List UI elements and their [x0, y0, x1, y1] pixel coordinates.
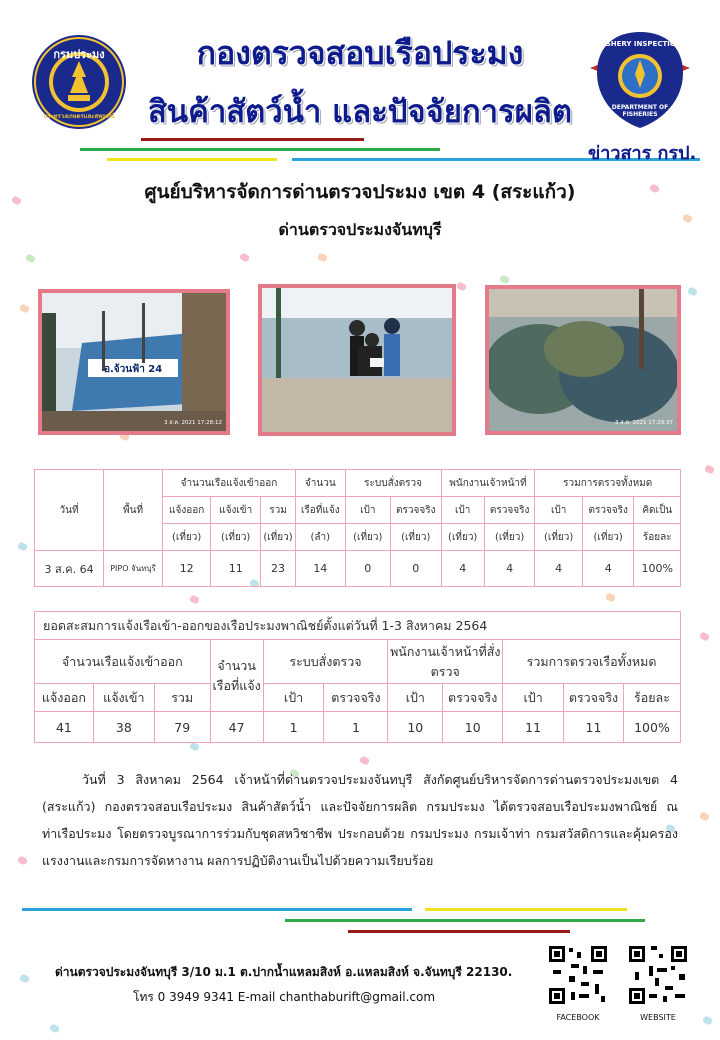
footer-yellow-line	[425, 908, 627, 911]
unit-cell: ร้อยละ	[634, 524, 681, 551]
total-group-header: รวมการตรวจเรือทั้งหมด	[503, 640, 681, 684]
website-qr-label: WEBSITE	[640, 1013, 676, 1022]
value-cell: 0	[390, 551, 441, 587]
badge-top-text: FISHERY INSPECTION	[598, 40, 682, 48]
footer-blue-line	[22, 908, 412, 911]
sub-header: เป้า	[441, 497, 484, 524]
header-title-line2: สินค้าสัตว์น้ำ และปัจจัยการผลิต	[147, 94, 573, 130]
sub-header: ตรวจจริง	[484, 497, 535, 524]
sub-header: เป้า	[388, 684, 443, 712]
table-row	[35, 551, 681, 587]
sub-header: แจ้งออก	[35, 684, 94, 712]
unit-cell: (เที่ยว)	[162, 524, 211, 551]
unit-cell: (เที่ยว)	[484, 524, 535, 551]
value-cell: 1	[324, 712, 388, 743]
sub-header: เป้า	[345, 497, 390, 524]
fishing-nets-photo	[485, 285, 681, 435]
header-title-line1: กองตรวจสอบเรือประมง	[196, 34, 524, 72]
newsletter-label: ข่าวสาร กรป.	[588, 143, 697, 164]
unit-cell: (เที่ยว)	[345, 524, 390, 551]
value-cell: 11	[211, 551, 261, 587]
boat-name-label: อ.จ้วนฟ้า 24	[104, 364, 163, 375]
value-cell: 12	[162, 551, 211, 587]
footer-red-line	[348, 930, 570, 933]
system-group-header: ระบบสั่งตรวจ	[345, 470, 441, 497]
header-yellow-line	[107, 158, 277, 161]
value-cell: 47	[210, 712, 263, 743]
table2-title: ยอดสะสมการแจ้งเรือเข้า-ออกของเรือประมงพาณิชย์ตั้งแต่วันที่ 1-3 สิงหาคม 2564	[35, 612, 681, 640]
sub-header: ตรวจจริง	[564, 684, 624, 712]
sub-header: ตรวจจริง	[443, 684, 503, 712]
sub-header: แจ้งเข้า	[93, 684, 154, 712]
sub-header: ตรวจจริง	[324, 684, 388, 712]
sub-header: รวม	[260, 497, 295, 524]
header-green-line	[80, 148, 440, 151]
facebook-qr-label: FACEBOOK	[556, 1013, 600, 1022]
cumulative-report-table	[34, 611, 681, 743]
value-cell: 100%	[623, 712, 680, 743]
boats-group-header: จำนวนเรือที่แจ้ง	[210, 640, 263, 712]
sub-header: เป้า	[535, 497, 582, 524]
notify-group-header: จำนวนเรือแจ้งเข้าออก	[162, 470, 295, 497]
sub-header: เป้า	[503, 684, 564, 712]
unit-cell: (เที่ยว)	[260, 524, 295, 551]
inspectors-photo	[258, 284, 456, 436]
value-cell: 4	[441, 551, 484, 587]
value-cell: 4	[535, 551, 582, 587]
total-group-header: รวมการตรวจทั้งหมด	[535, 470, 681, 497]
notify-group-header: จำนวนเรือแจ้งเข้าออก	[35, 640, 211, 684]
value-cell: 10	[443, 712, 503, 743]
system-group-header: ระบบสั่งตรวจ	[263, 640, 388, 684]
value-cell: 10	[388, 712, 443, 743]
col-area-header: พื้นที่	[104, 470, 163, 551]
table-row	[35, 712, 681, 743]
value-cell: 4	[484, 551, 535, 587]
unit-cell: (เที่ยว)	[390, 524, 441, 551]
sub-header: ตรวจจริง	[390, 497, 441, 524]
value-cell: 100%	[634, 551, 681, 587]
value-cell: 11	[564, 712, 624, 743]
photo-timestamp: 3 ส.ค. 2021 17:28:12	[164, 420, 222, 426]
header-red-line	[141, 138, 364, 141]
news-paragraph	[42, 766, 678, 874]
staff-group-header: พนักงานเจ้าหน้าที่สั่งตรวจ	[388, 640, 503, 684]
photo-timestamp: 3 ส.ค. 2021 17:29:37	[615, 420, 673, 426]
value-cell: 0	[345, 551, 390, 587]
sub-header: รวม	[154, 684, 210, 712]
value-cell: 41	[35, 712, 94, 743]
boats-group-header: จำนวน	[296, 470, 346, 497]
footer-address: ด่านตรวจประมงจันทบุรี 3/10 ม.1 ต.ปากน้ำแหลมสิงห์ อ.แหลมสิงห์ จ.จันทบุรี 22130.	[55, 965, 513, 979]
footer-contact: โทร 0 3949 9341 E-mail chanthaburift@gmail.com	[133, 990, 436, 1004]
sub-header: แจ้งเข้า	[211, 497, 261, 524]
sub-header: คิดเป็น	[634, 497, 681, 524]
facebook-qr-code[interactable]	[547, 944, 609, 1006]
value-cell: 38	[93, 712, 154, 743]
news-body-text: วันที่ 3 สิงหาคม 2564 เจ้าหน้าที่ด่านตรวจประมงจันทบุรี สังกัดศูนย์บริหารจัดการด่านตรวจประมงเขต 4 (สระแก้ว) กองตรวจสอบเรือประมง สินค้าสัตว์น้ำ และปัจจัยการผลิต กรมประมง ได้ตรวจสอบเรือประมงพาณิชย์ ณ ท่าเรือประมง โดยตรวจบูรณาการร่วมกับชุดสหวิชาชีพ ประกอบด้วย กรมประมง กรมเจ้าท่า กรมสวัสดิการและคุ้มครองแรงงานและกรมการจัดหางาน ผลการปฏิบัติงานเป็นไปด้วยความเรียบร้อย	[42, 772, 678, 868]
seal-ring-text: กระทรวงเกษตรและสหกรณ์	[43, 113, 115, 120]
center-name: ศูนย์บริหารจัดการด่านตรวจประมง เขต 4 (สระแก้ว)	[144, 181, 576, 203]
footer-green-line	[285, 919, 645, 922]
sub-header: เป้า	[263, 684, 324, 712]
fishing-boat-photo	[38, 289, 230, 435]
unit-cell: (เที่ยว)	[211, 524, 261, 551]
value-cell: 11	[503, 712, 564, 743]
staff-group-header: พนักงานเจ้าหน้าที่	[441, 470, 535, 497]
value-cell: 14	[296, 551, 346, 587]
daily-report-table	[34, 469, 681, 587]
value-cell: 79	[154, 712, 210, 743]
seal-top-text: กรมประมง	[53, 48, 105, 61]
sub-header: ร้อยละ	[623, 684, 680, 712]
unit-cell: (เที่ยว)	[441, 524, 484, 551]
sub-header: แจ้งออก	[162, 497, 211, 524]
sub-header: เรือที่แจ้ง	[296, 497, 346, 524]
date-cell: 3 ส.ค. 64	[35, 551, 104, 587]
unit-cell: (ลำ)	[296, 524, 346, 551]
badge-bottom-text: DEPARTMENT OF FISHERIES	[611, 104, 669, 118]
col-date-header: วันที่	[35, 470, 104, 551]
website-qr-code[interactable]	[627, 944, 689, 1006]
office-name: ด่านตรวจประมงจันทบุรี	[278, 220, 442, 239]
sub-header: ตรวจจริง	[582, 497, 634, 524]
value-cell: 1	[263, 712, 324, 743]
value-cell: 4	[582, 551, 634, 587]
unit-cell: (เที่ยว)	[582, 524, 634, 551]
area-cell: PIPO จันทบุรี	[104, 551, 163, 587]
unit-cell: (เที่ยว)	[535, 524, 582, 551]
value-cell: 23	[260, 551, 295, 587]
